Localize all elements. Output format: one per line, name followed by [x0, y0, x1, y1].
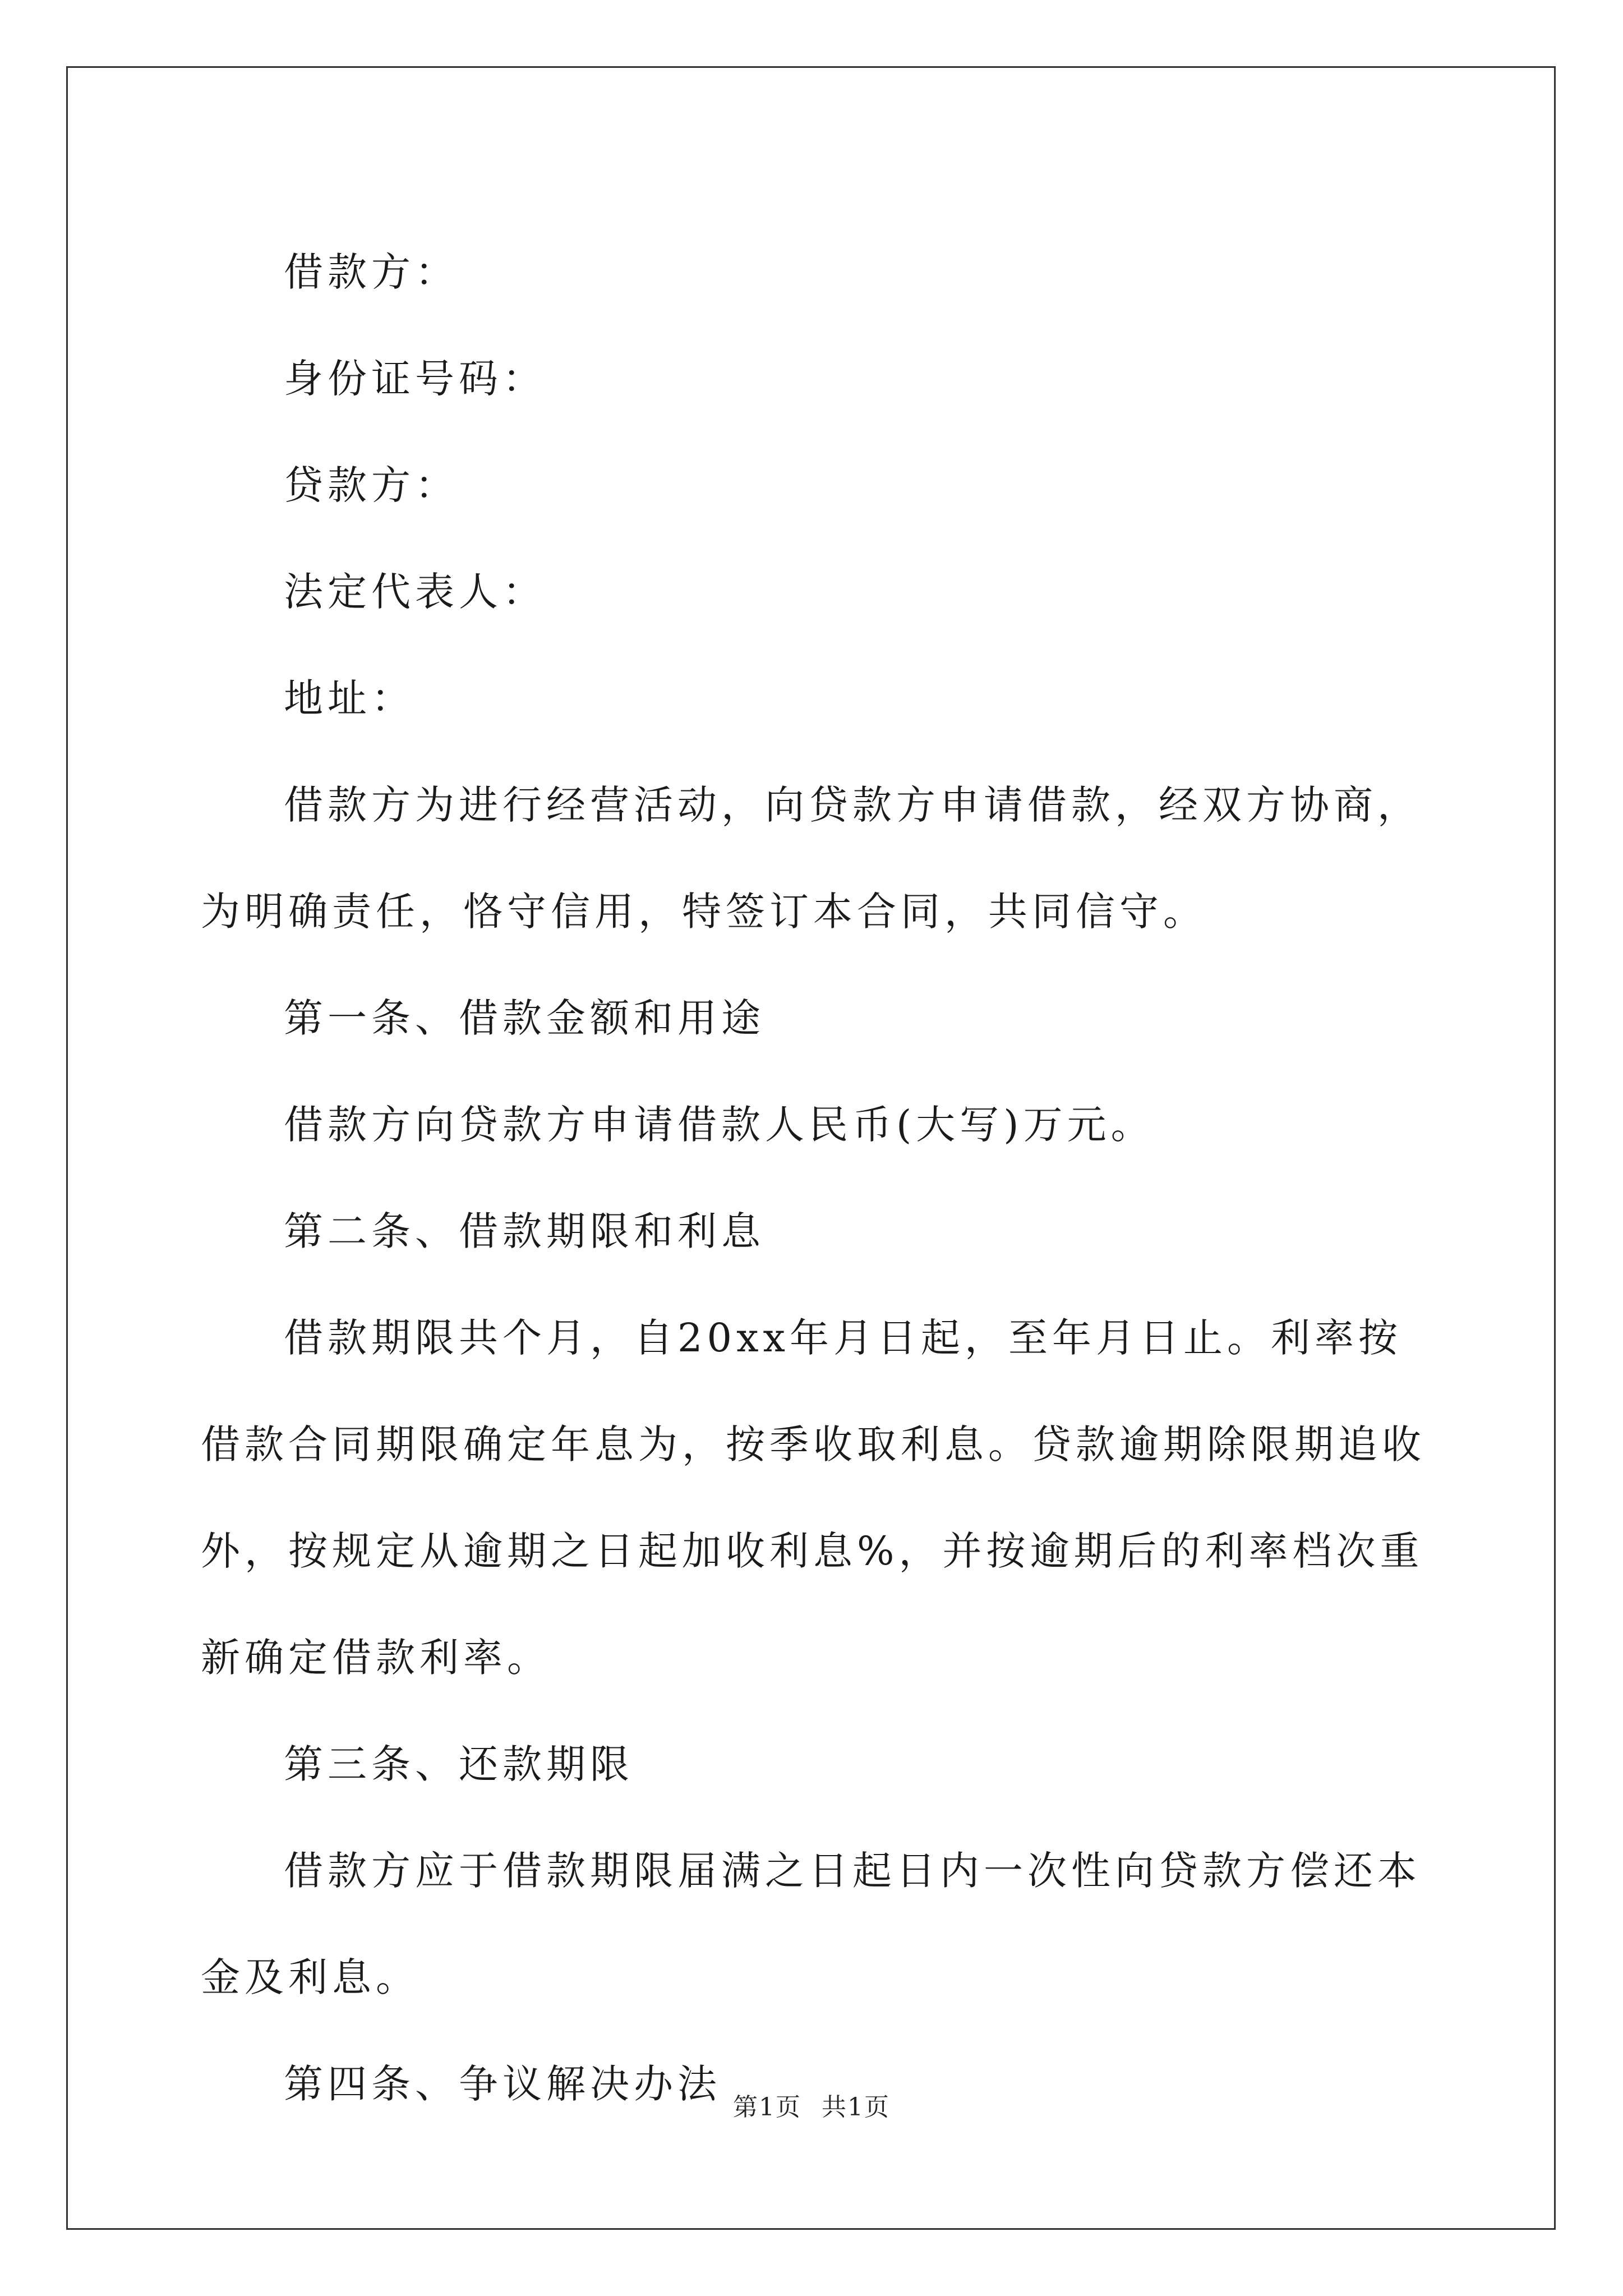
paragraph-article-1: 借款方向贷款方申请借款人民币(大写)万元。	[284, 1102, 1155, 1148]
heading-article-1: 第一条、借款金额和用途	[284, 995, 765, 1041]
paragraph-article-3: 借款方应于借款期限届满之日起日内一次性向贷款方偿还本金及利息。	[201, 1848, 1421, 2000]
paragraph-address: 地址：	[284, 675, 415, 721]
paragraph-lender: 贷款方：	[284, 462, 459, 508]
heading-article-4: 第四条、争议解决办法	[284, 2061, 721, 2107]
page-count: 共1页	[822, 2093, 890, 2122]
paragraph-article-2: 借款期限共个月，自20xx年月日起，至年月日止。利率按借款合同期限确定年息为，按季收取利息。贷款逾期除限期追收外，按规定从逾期之日起加收利息%，并按逾期后的利率档次重新确定借款利率。	[201, 1315, 1426, 1681]
paragraph-preamble: 借款方为进行经营活动，向贷款方申请借款，经双方协商，为明确责任，恪守信用，特签订本合同，共同信守。	[201, 782, 1421, 935]
paragraph-id-number: 身份证号码：	[284, 356, 546, 402]
page-footer	[0, 2087, 1623, 2123]
paragraph-borrower: 借款方：	[284, 249, 459, 295]
document-body	[201, 219, 1429, 2137]
heading-article-3: 第三条、还款期限	[284, 1741, 634, 1787]
heading-article-2: 第二条、借款期限和利息	[284, 1208, 765, 1254]
paragraph-legal-representative: 法定代表人：	[284, 569, 546, 615]
page-number: 第1页	[733, 2093, 801, 2122]
